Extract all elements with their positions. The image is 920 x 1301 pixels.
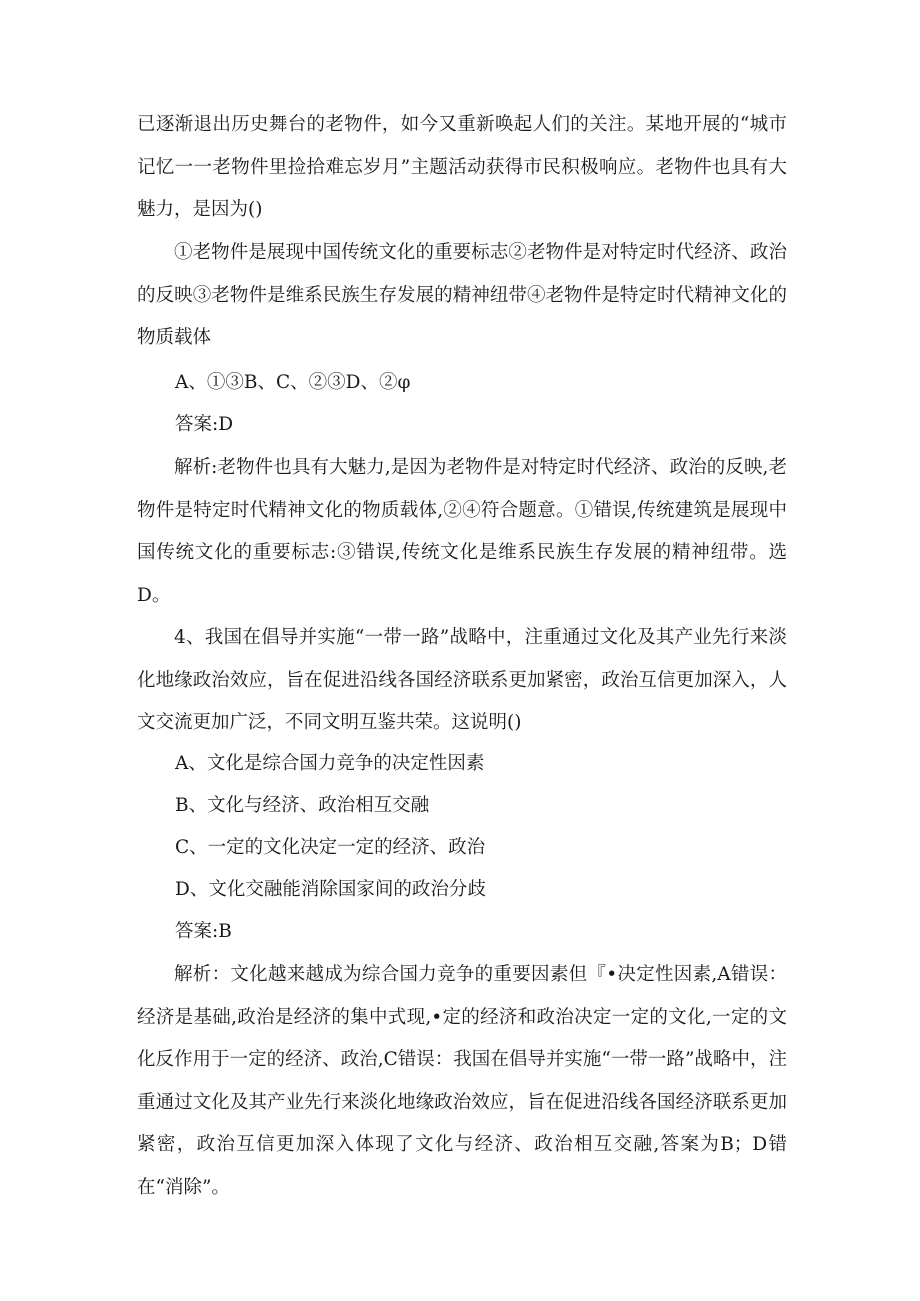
q3-analysis: 解析:老物件也具有大魅力,是因为老物件是对特定时代经济、政治的反映,老物件是特定时代精神文化的物质载体,②④符合题意。①错误,传统建筑是展现中国传统文化的重要标志:③错误,传统文化是维系民族生存发展的精神纽带。选D。	[137, 457, 787, 606]
q3-options: A、①③B、C、②③D、②φ	[175, 372, 411, 393]
q3-stem: 已逐渐退出历史舞台的老物件，如今又重新唤起人们的关注。某地开展的“城市记忆一一老物件里捡拾难忘岁月”主题活动获得市民积极响应。老物件也具有大魅力，是因为()	[137, 114, 787, 220]
q3-answer: 答案:D	[175, 414, 234, 435]
q3-statements: ①老物件是展现中国传统文化的重要标志②老物件是对特定时代经济、政治的反映③老物件是维系民族生存发展的精神纽带④老物件是特定时代精神文化的物质载体	[137, 242, 787, 348]
q4-option-d: D、文化交融能消除国家间的政治分歧	[175, 879, 486, 900]
q4-option-c: C、一定的文化决定一定的经济、政治	[175, 837, 486, 858]
q4-analysis: 解析：文化越来越成为综合国力竞争的重要因素但『•决定性因素,A错误：经济是基础,政治是经济的集中式现,•定的经济和政治决定一定的文化,一定的文化反作用于一定的经济、政治,C错误：我国在倡导并实施“一带一路”战略中，注重通过文化及其产业先行来淡化地缘政治效应，旨在促进沿线各国经济联系更加紧密，政治互信更加深入体现了文化与经济、政治相互交融,答案为B；D错在“消除”。	[137, 964, 787, 1198]
q4-option-a: A、文化是综合国力竞争的决定性因素	[175, 753, 485, 774]
q4-option-b: B、文化与经济、政治相互交融	[175, 795, 430, 816]
q4-answer: 答案:B	[175, 921, 232, 942]
q4-stem: 4、我国在倡导并实施“一带一路”战略中，注重通过文化及其产业先行来淡化地缘政治效应，旨在促进沿线各国经济联系更加紧密，政治互信更加深入，人文交流更加广泛，不同文明互鉴共荣。这说明()	[137, 627, 787, 733]
